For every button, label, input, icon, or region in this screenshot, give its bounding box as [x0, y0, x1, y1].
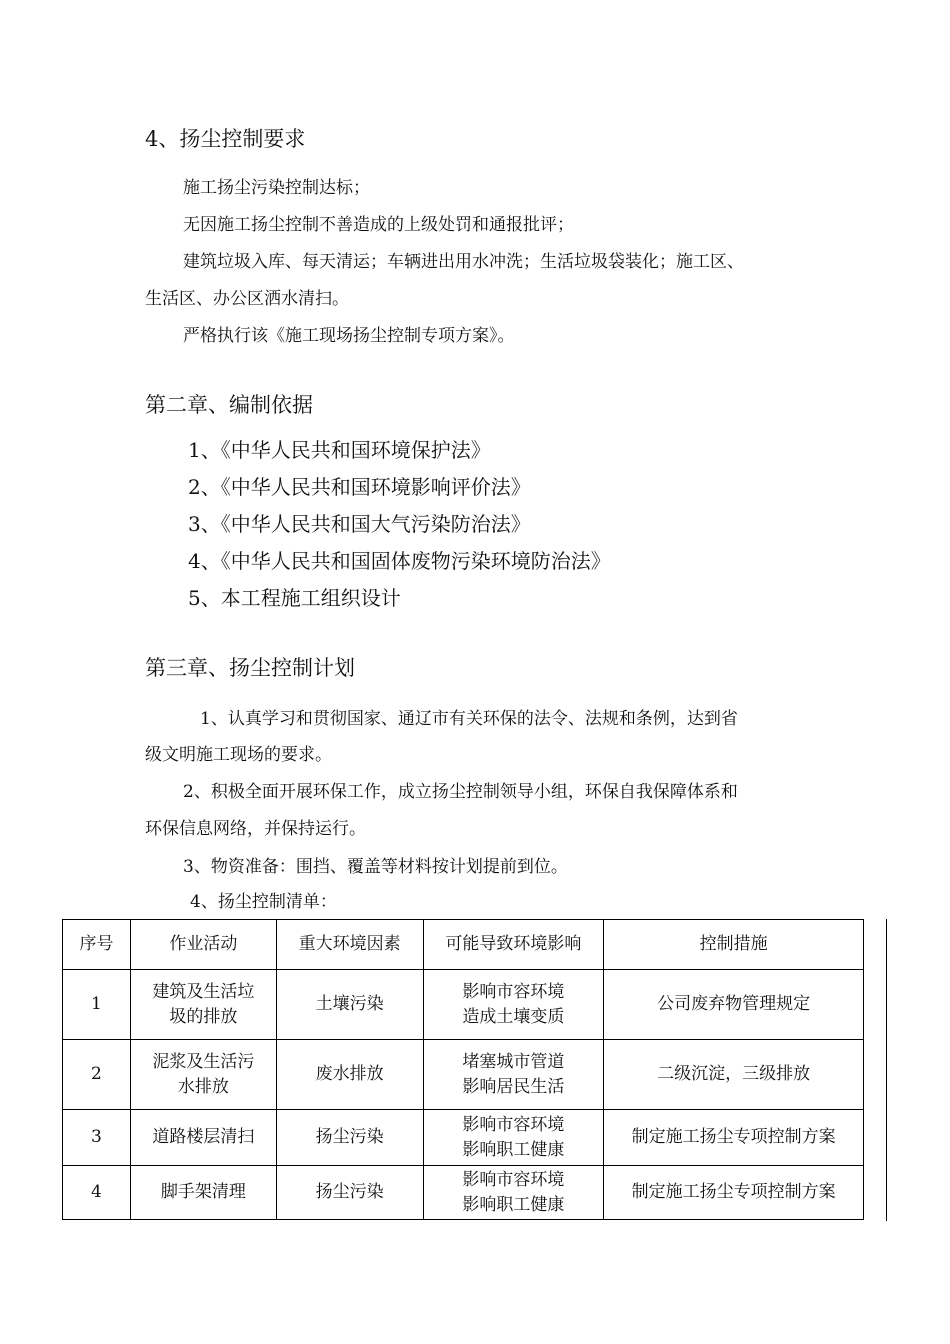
- header-cell: 控制措施: [604, 920, 864, 970]
- row-number: 3: [63, 1110, 131, 1166]
- activity-text: 圾的排放: [169, 1006, 238, 1027]
- paragraph-continued: 环保信息网络，并保持运行。: [145, 819, 366, 839]
- activity-cell: [130, 1040, 276, 1110]
- paragraph: 1、认真学习和贯彻国家、通辽市有关环保的法令、法规和条例，达到省: [200, 709, 738, 729]
- paragraph: 无因施工扬尘控制不善造成的上级处罚和通报批评；: [183, 215, 574, 235]
- activity-text: 水排放: [177, 1076, 229, 1097]
- table-row: [63, 1110, 864, 1166]
- factor-cell: 土壤污染: [276, 970, 423, 1040]
- impact-text: 造成土壤变质: [462, 1006, 565, 1027]
- row-number: 4: [63, 1166, 131, 1220]
- paragraph: 4、扬尘控制清单：: [190, 892, 337, 912]
- measure-cell: 制定施工扬尘专项控制方案: [604, 1166, 864, 1220]
- impact-text: 影响市容环境: [462, 1114, 565, 1135]
- paragraph: 2、积极全面开展环保工作，成立扬尘控制领导小组，环保自我保障体系和: [183, 782, 738, 802]
- factor-cell: 废水排放: [276, 1040, 423, 1110]
- table-row: [63, 970, 864, 1040]
- factor-cell: 扬尘污染: [276, 1166, 423, 1220]
- reference-item: 4、《中华人民共和国固体废物污染环境防治法》: [188, 549, 611, 573]
- impact-text: 影响职工健康: [462, 1139, 565, 1160]
- header-cell: 重大环境因素: [276, 920, 423, 970]
- measure-cell: 二级沉淀，三级排放: [604, 1040, 864, 1110]
- chapter-heading: 第二章、编制依据: [145, 393, 313, 417]
- table-border-line: [886, 919, 887, 1221]
- measure-cell: 制定施工扬尘专项控制方案: [604, 1110, 864, 1166]
- paragraph: 严格执行该《施工现场扬尘控制专项方案》。: [183, 326, 515, 346]
- reference-item: 2、《中华人民共和国环境影响评价法》: [188, 475, 531, 499]
- impact-text: 堵塞城市管道: [462, 1051, 565, 1072]
- impact-cell: [423, 1110, 604, 1166]
- impact-text: 影响居民生活: [462, 1076, 565, 1097]
- table-header-row: [63, 920, 864, 970]
- section-heading: 4、扬尘控制要求: [145, 127, 306, 151]
- paragraph: 施工扬尘污染控制达标；: [183, 178, 370, 198]
- paragraph: 建筑垃圾入库、每天清运；车辆进出用水冲洗；生活垃圾袋装化；施工区、: [183, 252, 744, 272]
- table-row: [63, 1166, 864, 1220]
- activity-cell: 道路楼层清扫: [130, 1110, 276, 1166]
- dust-control-table: [62, 919, 864, 1220]
- activity-text: 建筑及生活垃: [152, 981, 255, 1002]
- header-cell: 作业活动: [130, 920, 276, 970]
- activity-text: 泥浆及生活污: [152, 1051, 255, 1072]
- row-number: 2: [63, 1040, 131, 1110]
- activity-cell: [130, 970, 276, 1040]
- chapter-heading: 第三章、扬尘控制计划: [145, 656, 355, 680]
- impact-text: 影响市容环境: [462, 981, 565, 1002]
- reference-item: 3、《中华人民共和国大气污染防治法》: [188, 512, 531, 536]
- impact-text: 影响职工健康: [462, 1194, 565, 1215]
- impact-text: 影响市容环境: [462, 1169, 565, 1190]
- reference-item: 5、本工程施工组织设计: [188, 586, 401, 610]
- activity-cell: 脚手架清理: [130, 1166, 276, 1220]
- impact-cell: [423, 1166, 604, 1220]
- reference-item: 1、《中华人民共和国环境保护法》: [188, 438, 491, 462]
- factor-cell: 扬尘污染: [276, 1110, 423, 1166]
- paragraph-continued: 级文明施工现场的要求。: [145, 745, 332, 765]
- header-cell: 可能导致环境影响: [423, 920, 604, 970]
- header-cell: 序号: [63, 920, 131, 970]
- table-row: [63, 1040, 864, 1110]
- paragraph-continued: 生活区、办公区洒水清扫。: [145, 289, 349, 309]
- paragraph: 3、物资准备：围挡、覆盖等材料按计划提前到位。: [183, 857, 568, 877]
- impact-cell: [423, 1040, 604, 1110]
- impact-cell: [423, 970, 604, 1040]
- row-number: 1: [63, 970, 131, 1040]
- measure-cell: 公司废弃物管理规定: [604, 970, 864, 1040]
